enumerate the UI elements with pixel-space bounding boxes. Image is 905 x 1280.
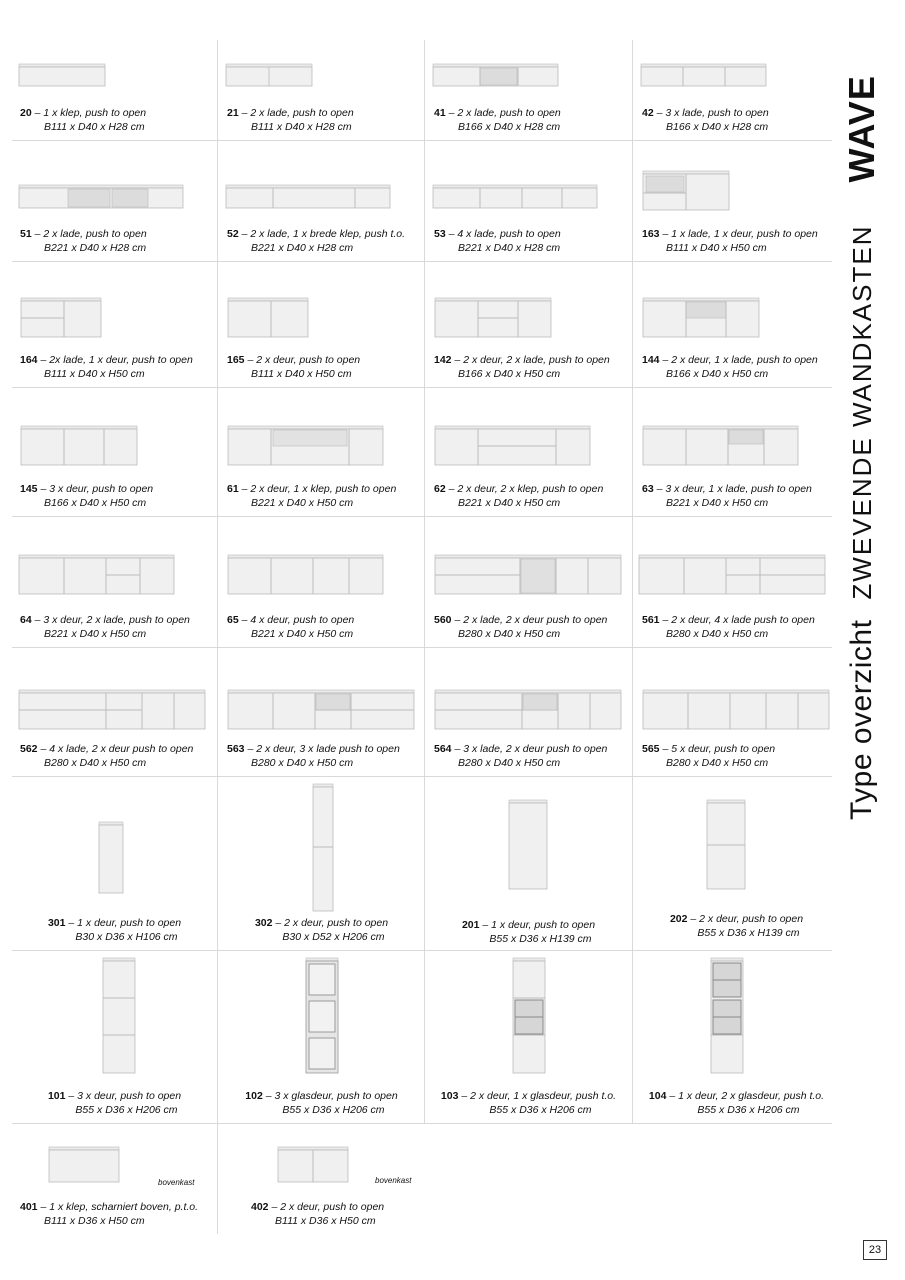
cabinet-image	[432, 183, 600, 211]
product-65[interactable]	[219, 517, 424, 647]
row-6	[12, 648, 832, 777]
product-402[interactable]	[219, 1124, 424, 1234]
product-52[interactable]	[219, 141, 424, 261]
cabinet-image	[48, 1146, 124, 1186]
product-caption: 61 – 2 x deur, 1 x klep, push to open B221 x D40 x H50 cm	[227, 483, 397, 509]
product-caption: 102 – 3 x glasdeur, push to open B55 x D36 x H206 cm	[245, 1090, 398, 1116]
cabinet-image	[18, 688, 210, 732]
product-caption: 561 – 2 x deur, 4 x lade push to open B280 x D40 x H50 cm	[642, 614, 815, 640]
product-caption: 402 – 2 x deur, push to open B111 x D36 x H50 cm	[251, 1201, 385, 1227]
product-caption: 103 – 2 x deur, 1 x glasdeur, push t.o. B55 x D36 x H206 cm	[440, 1090, 617, 1116]
product-62[interactable]	[426, 388, 631, 516]
cabinet-image	[434, 296, 556, 340]
product-caption: 52 – 2 x lade, 1 x brede klep, push t.o. B221 x D40 x H28 cm	[227, 228, 406, 254]
row-4	[12, 388, 832, 517]
bovenkast-label: bovenkast	[158, 1178, 195, 1187]
product-caption: 42 – 3 x lade, push to open B166 x D40 x H28 cm	[642, 107, 769, 133]
product-104[interactable]	[634, 951, 839, 1123]
product-51[interactable]	[12, 141, 217, 261]
product-302[interactable]	[219, 777, 424, 950]
cabinet-image	[312, 783, 336, 913]
product-144[interactable]	[634, 262, 839, 387]
product-caption: 62 – 2 x deur, 2 x klep, push to open B221 x D40 x H50 cm	[434, 483, 604, 509]
row-8	[12, 951, 832, 1124]
page-number: 23	[863, 1240, 887, 1260]
cabinet-image	[225, 62, 315, 88]
product-401[interactable]	[12, 1124, 217, 1234]
cabinet-image	[434, 424, 594, 468]
product-64[interactable]	[12, 517, 217, 647]
cabinet-image	[225, 183, 393, 211]
catalogue-grid	[12, 40, 832, 1234]
row-9	[12, 1124, 832, 1234]
product-caption: 401 – 1 x klep, scharniert boven, p.t.o. B111 x D36 x H50 cm	[20, 1201, 199, 1227]
bovenkast-label: bovenkast	[375, 1176, 412, 1185]
product-20[interactable]	[12, 40, 217, 140]
cabinet-image	[305, 957, 341, 1075]
product-caption: 142 – 2 x deur, 2 x lade, push to open B166 x D40 x H50 cm	[434, 354, 610, 380]
product-563[interactable]	[219, 648, 424, 776]
row-5	[12, 517, 832, 648]
product-caption: 53 – 4 x lade, push to open B221 x D40 x H28 cm	[434, 228, 561, 254]
cabinet-image	[432, 62, 562, 88]
product-202[interactable]	[634, 777, 839, 950]
cabinet-image	[642, 424, 802, 468]
cabinet-image	[642, 688, 834, 732]
product-caption: 202 – 2 x deur, push to open B55 x D36 x H139 cm	[669, 913, 804, 939]
product-caption: 563 – 2 x deur, 3 x lade push to open B280 x D40 x H50 cm	[227, 743, 400, 769]
product-caption: 20 – 1 x klep, push to open B111 x D40 x H28 cm	[20, 107, 147, 133]
product-301[interactable]	[12, 777, 217, 950]
product-565[interactable]	[634, 648, 839, 776]
product-caption: 302 – 2 x deur, push to open B30 x D52 x H206 cm	[254, 917, 389, 943]
product-163[interactable]	[634, 141, 839, 261]
cabinet-image	[706, 799, 748, 891]
product-142[interactable]	[426, 262, 631, 387]
product-caption: 41 – 2 x lade, push to open B166 x D40 x H28 cm	[434, 107, 561, 133]
cabinet-image	[227, 296, 317, 340]
cabinet-image	[640, 62, 770, 88]
product-562[interactable]	[12, 648, 217, 776]
product-caption: 51 – 2 x lade, push to open B221 x D40 x H28 cm	[20, 228, 147, 254]
product-caption: 560 – 2 x lade, 2 x deur push to open B280 x D40 x H50 cm	[434, 614, 608, 640]
cabinet-image	[512, 957, 548, 1075]
product-61[interactable]	[219, 388, 424, 516]
cabinet-image	[18, 62, 108, 88]
product-41[interactable]	[426, 40, 631, 140]
product-42[interactable]	[634, 40, 839, 140]
row-3	[12, 262, 832, 388]
product-caption: 63 – 3 x deur, 1 x lade, push to open B221 x D40 x H50 cm	[642, 483, 812, 509]
row-1	[12, 40, 832, 141]
row-7	[12, 777, 832, 951]
cabinet-image	[277, 1146, 353, 1186]
product-caption: 201 – 1 x deur, push to open B55 x D36 x H139 cm	[461, 919, 596, 945]
product-caption: 163 – 1 x lade, 1 x deur, push to open B111 x D40 x H50 cm	[642, 228, 818, 254]
product-165[interactable]	[219, 262, 424, 387]
product-101[interactable]	[12, 951, 217, 1123]
product-564[interactable]	[426, 648, 631, 776]
product-caption: 165 – 2 x deur, push to open B111 x D40 x H50 cm	[227, 354, 361, 380]
side-title	[839, 40, 885, 820]
cabinet-image	[508, 799, 550, 891]
product-103[interactable]	[426, 951, 631, 1123]
product-caption: 565 – 5 x deur, push to open B280 x D40 x H50 cm	[642, 743, 776, 769]
cabinet-image	[227, 553, 387, 597]
category-label: ZWEVENDE WANDKASTEN	[846, 224, 877, 600]
cabinet-image	[98, 821, 126, 895]
product-caption: 301 – 1 x deur, push to open B30 x D36 x H106 cm	[47, 917, 182, 943]
cabinet-image	[642, 169, 732, 213]
cabinet-image	[434, 553, 626, 597]
product-caption: 164 – 2x lade, 1 x deur, push to open B111 x D40 x H50 cm	[20, 354, 193, 380]
product-53[interactable]	[426, 141, 631, 261]
product-caption: 562 – 4 x lade, 2 x deur push to open B280 x D40 x H50 cm	[20, 743, 194, 769]
collection-title: WAVE	[841, 75, 882, 183]
product-201[interactable]	[426, 777, 631, 950]
product-21[interactable]	[219, 40, 424, 140]
cabinet-image	[18, 553, 178, 597]
product-caption: 64 – 3 x deur, 2 x lade, push to open B221 x D40 x H50 cm	[20, 614, 190, 640]
product-caption: 564 – 3 x lade, 2 x deur push to open B280 x D40 x H50 cm	[434, 743, 608, 769]
product-164[interactable]	[12, 262, 217, 387]
cabinet-image	[20, 424, 142, 468]
product-caption: 144 – 2 x deur, 1 x lade, push to open B166 x D40 x H50 cm	[642, 354, 818, 380]
product-caption: 101 – 3 x deur, push to open B55 x D36 x H206 cm	[47, 1090, 182, 1116]
cabinet-image	[227, 688, 419, 732]
cabinet-image	[710, 957, 746, 1075]
cabinet-image	[102, 957, 138, 1075]
cabinet-image	[20, 296, 110, 340]
product-561[interactable]	[634, 517, 839, 647]
product-caption: 65 – 4 x deur, push to open B221 x D40 x H50 cm	[227, 614, 355, 640]
product-560[interactable]	[426, 517, 631, 647]
row-2	[12, 141, 832, 262]
product-63[interactable]	[634, 388, 839, 516]
product-caption: 21 – 2 x lade, push to open B111 x D40 x H28 cm	[227, 107, 354, 133]
cabinet-image	[642, 296, 764, 340]
product-caption: 145 – 3 x deur, push to open B166 x D40 x H50 cm	[20, 483, 154, 509]
product-caption: 104 – 1 x deur, 2 x glasdeur, push t.o. B55 x D36 x H206 cm	[648, 1090, 825, 1116]
cabinet-image	[638, 553, 830, 597]
product-102[interactable]	[219, 951, 424, 1123]
product-145[interactable]	[12, 388, 217, 516]
cabinet-image	[18, 183, 186, 211]
cabinet-image	[434, 688, 626, 732]
cabinet-image	[227, 424, 387, 468]
type-overzicht-label: Type overzicht	[845, 619, 878, 820]
